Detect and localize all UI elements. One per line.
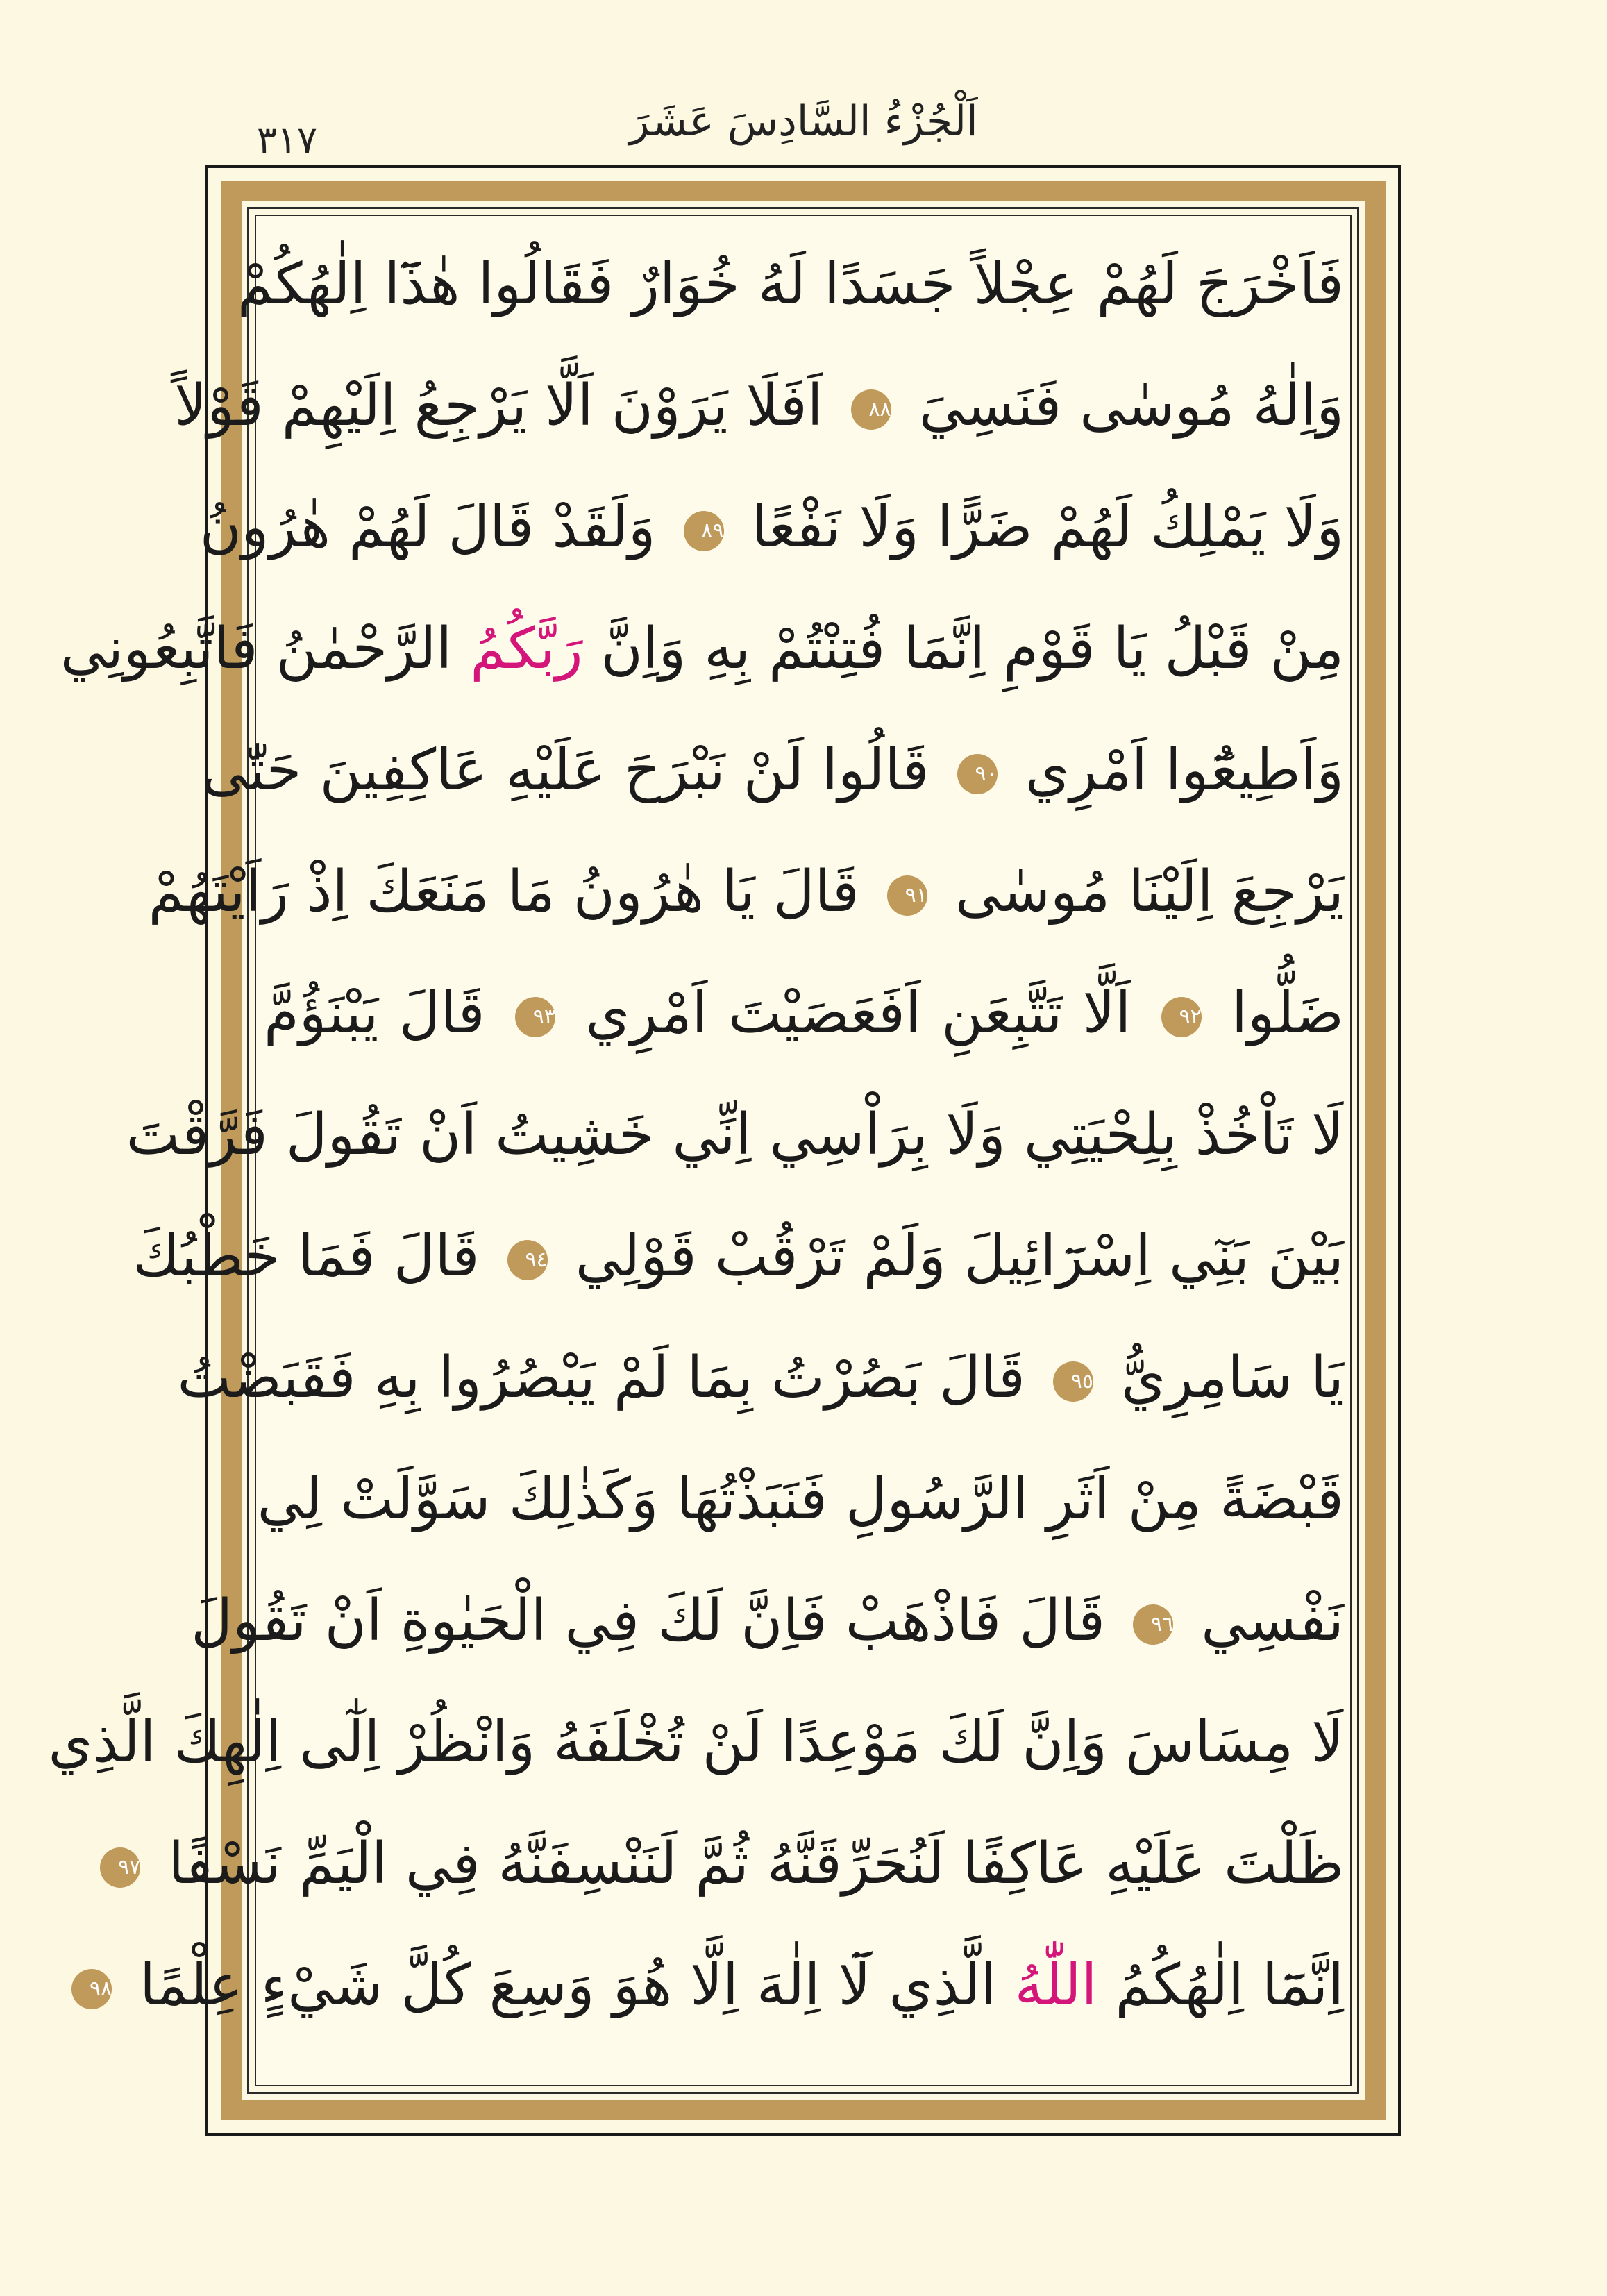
verse-text: قَالَ يَبْنَؤُمَّ xyxy=(264,980,485,1046)
verse-text: قَالَ فَاذْهَبْ فَاِنَّ لَكَ فِي الْحَيٰوةِ اَنْ تَقُولَ xyxy=(191,1588,1106,1654)
text-line xyxy=(60,594,1344,705)
ayah-number-marker: ٩٦ xyxy=(1133,1604,1173,1645)
verse-text: لَا مِسَاسَ وَاِنَّ لَكَ مَوْعِدًا لَنْ تُخْلَفَهُ وَانْظُرْ اِلٰٓى اِلٰهِكَ الَّذِي xyxy=(48,1709,1344,1775)
verse-text: ضَلُّوا xyxy=(1231,980,1344,1046)
verse-text: الَّذِي لَٓا اِلٰهَ اِلَّا هُوَ وَسِعَ كُلَّ شَيْءٍ عِلْمًا xyxy=(140,1952,997,2018)
verse-text: قَالُوا لَنْ نَبْرَحَ عَلَيْهِ عَاكِفِينَ حَتّٰى xyxy=(201,737,929,803)
verse-text: وَاِلٰهُ مُوسٰى فَنَسِيَ xyxy=(918,373,1344,439)
page-number: ٣١٧ xyxy=(257,118,318,162)
verse-text: وَلَقَدْ قَالَ لَهُمْ هٰرُونُ xyxy=(199,494,656,560)
text-line xyxy=(264,958,1344,1069)
ayah-number-marker: ٩٥ xyxy=(1053,1361,1093,1402)
verse-text: يَرْجِعَ اِلَيْنَا مُوسٰى xyxy=(954,859,1344,925)
verse-text: قَالَ فَمَا خَطْبُكَ xyxy=(133,1223,480,1289)
verse-text: قَبْضَةً مِنْ اَثَرِ الرَّسُولِ فَنَبَذْتُهَا وَكَذٰلِكَ سَوَّلَتْ لِي xyxy=(257,1466,1344,1532)
ayah-number-marker: ٩٧ xyxy=(100,1847,140,1888)
verse-text: الرَّحْمٰنُ فَاتَّبِعُونِي xyxy=(60,616,453,682)
verse-text: لَا تَاْخُذْ بِلِحْيَتِي وَلَا بِرَاْسِي اِنِّي خَشِيتُ اَنْ تَقُولَ فَرَّقْتَ xyxy=(126,1102,1344,1168)
verse-text: قَالَ بَصُرْتُ بِمَا لَمْ يَبْصُرُوا بِهِ فَقَبَضْتُ xyxy=(177,1345,1025,1411)
verse-text: مِنْ قَبْلُ يَا قَوْمِ اِنَّمَا فُتِنْتُمْ بِهِ وَاِنَّ xyxy=(582,616,1344,682)
text-line xyxy=(133,1201,1344,1312)
ayah-number-marker: ٨٨ xyxy=(851,389,891,430)
ayah-number-marker: ٩٣ xyxy=(515,997,555,1037)
verse-text: نَفْسِي xyxy=(1201,1588,1344,1654)
text-line xyxy=(48,1687,1344,1798)
page-header xyxy=(0,83,1607,160)
verse-text: بَيْنَ بَنِٓي اِسْرَٓائِيلَ وَلَمْ تَرْقُبْ قَوْلِي xyxy=(575,1223,1344,1289)
verse-text: ظَلْتَ عَلَيْهِ عَاكِفًا لَنُحَرِّقَنَّهُ ثُمَّ لَنَنْسِفَنَّهُ فِي الْيَمِّ نَسْفًا xyxy=(168,1831,1344,1897)
text-line xyxy=(257,1444,1344,1555)
verse-text: اَفَلَا يَرَوْنَ اَلَّا يَرْجِعُ اِلَيْهِمْ قَوْلاً xyxy=(174,373,823,439)
ayah-number-marker: ٩٨ xyxy=(71,1969,112,2009)
verse-text: يَا سَامِرِيُّ xyxy=(1121,1345,1344,1411)
text-line xyxy=(126,1080,1344,1191)
text-line xyxy=(117,1809,1344,1920)
text-line xyxy=(148,837,1344,948)
ayah-number-marker: ٩١ xyxy=(887,875,927,916)
divine-name: اللّٰهُ xyxy=(1014,1952,1097,2018)
text-line xyxy=(201,715,1344,826)
ayah-number-marker: ٩٢ xyxy=(1161,997,1202,1037)
verse-text: وَلَا يَمْلِكُ لَهُمْ ضَرًّا وَلَا نَفْعًا xyxy=(751,494,1344,560)
text-line xyxy=(199,472,1344,583)
text-line xyxy=(177,1323,1344,1434)
text-line xyxy=(174,351,1344,462)
verse-text: وَاَطِيعُٓوا اَمْرِي xyxy=(1025,737,1344,803)
text-line xyxy=(237,229,1344,340)
text-line xyxy=(89,1930,1344,2041)
verse-text: قَالَ يَا هٰرُونُ مَا مَنَعَكَ اِذْ رَاَيْتَهُمْ xyxy=(148,859,859,925)
verse-text: فَاَخْرَجَ لَهُمْ عِجْلاً جَسَدًا لَهُ خُوَارٌ فَقَالُوا هٰذَٓا اِلٰهُكُمْ xyxy=(237,251,1344,317)
text-line xyxy=(191,1566,1344,1677)
divine-name: رَبَّكُمُ xyxy=(470,616,583,682)
quran-text xyxy=(48,229,1344,2090)
ayah-number-marker: ٨٩ xyxy=(684,511,724,551)
ayah-number-marker: ٩٠ xyxy=(957,754,998,794)
ayah-number-marker: ٩٤ xyxy=(507,1240,548,1280)
verse-text: اَلَّا تَتَّبِعَنِ اَفَعَصَيْتَ اَمْرِي xyxy=(585,980,1131,1046)
verse-text: اِنَّمَٓا اِلٰهُكُمُ xyxy=(1097,1952,1344,2018)
juz-title: اَلْجُزْءُ السَّادِسَ عَشَرَ xyxy=(629,97,978,146)
